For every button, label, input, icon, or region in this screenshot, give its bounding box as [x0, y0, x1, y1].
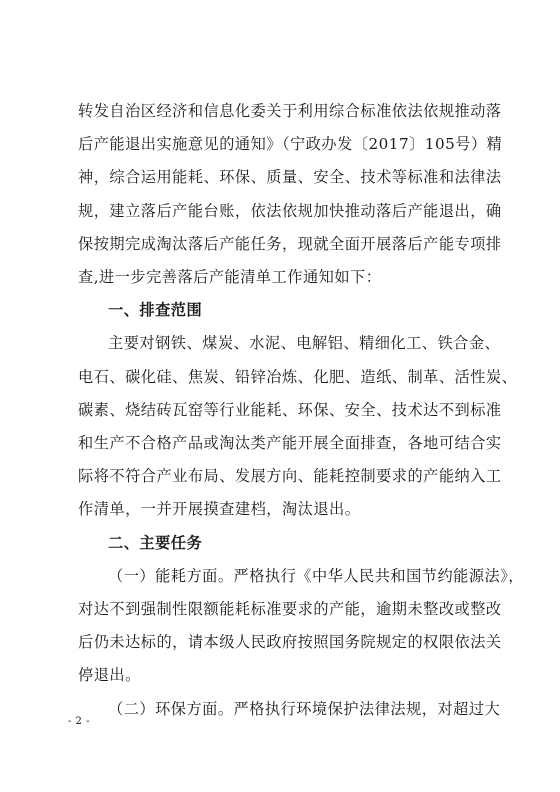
intro-line-6: 查,进一步完善落后产能清单工作通知如下：	[78, 268, 382, 286]
intro-line-2: 后产能退出实施意见的通知》（宁政办发〔2017〕105号）精	[78, 135, 503, 153]
task2-line-1: （二）环保方面。严格执行环境保护法律法规，对超过大	[108, 700, 501, 718]
scope-line-2: 电石、碳化硅、焦炭、铅锌冶炼、化肥、造纸、制革、活性炭、	[78, 368, 518, 386]
scope-line-5: 际将不符合产业布局、发展方向、能耗控制要求的产能纳入工	[78, 467, 502, 485]
section-heading-scope: 一、排查范围	[108, 301, 203, 319]
scope-line-1: 主要对钢铁、煤炭、水泥、电解铝、精细化工、铁合金、	[108, 334, 501, 352]
intro-line-1: 转发自治区经济和信息化委关于利用综合标准依法依规推动落	[78, 102, 502, 120]
task1-line-4: 停退出。	[78, 666, 141, 684]
scope-line-6: 作清单，一并开展摸查建档，淘汰退出。	[78, 500, 361, 518]
section-heading-tasks: 二、主要任务	[108, 534, 203, 552]
intro-line-5: 保按期完成淘汰落后产能任务，现就全面开展落后产能专项排	[78, 235, 502, 253]
task1-line-3: 后仍未达标的，请本级人民政府按照国务院规定的权限依法关	[78, 633, 502, 651]
scope-line-3: 碳素、烧结砖瓦窑等行业能耗、环保、安全、技术达不到标准	[78, 401, 502, 419]
intro-line-3: 神，综合运用能耗、环保、质量、安全、技术等标准和法律法	[78, 168, 502, 186]
page-number: - 2 -	[68, 716, 90, 727]
intro-line-4: 规，建立落后产能台账，依法依规加快推动落后产能退出，确	[78, 202, 502, 220]
task1-line-2: 对达不到强制性限额能耗标准要求的产能，逾期未整改或整改	[78, 600, 502, 618]
scope-line-4: 和生产不合格产品或淘汰类产能开展全面排查，各地可结合实	[78, 434, 502, 452]
task1-line-1: （一）能耗方面。严格执行《中华人民共和国节约能源法》，	[108, 567, 524, 585]
